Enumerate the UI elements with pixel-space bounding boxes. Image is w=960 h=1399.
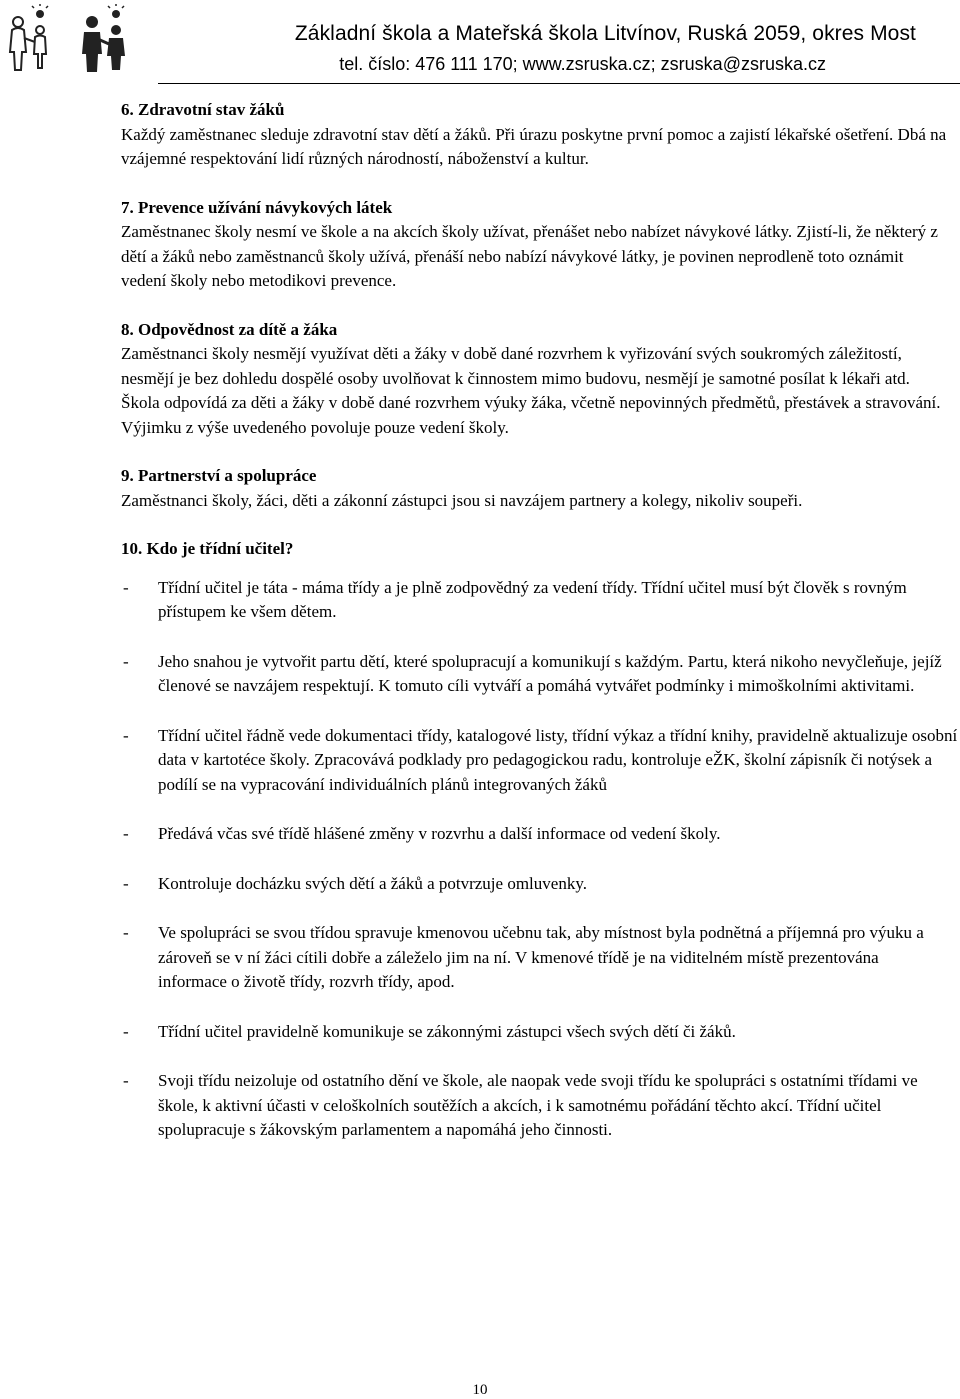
page-header xyxy=(0,0,960,86)
list-dash: - xyxy=(123,1021,129,1041)
list-item-text: Třídní učitel je táta - máma třídy a je plně zodpovědný za vedení třídy. Třídní učitel musí být člověk s rovným přístupem ke všem dětem. xyxy=(158,577,907,621)
section-text: Zaměstnanci školy nesmějí využívat děti a žáky v době dané rozvrhem k vyřizování svých soukromých záležitostí, nesmějí je bez dohledu dospělé osoby uvolňovat k činnostem mimo budovu, nesmějí je samotné posílat k lékaři atd. Škola odpovídá za děti a žáky v době dané rozvrhem výuky žáka, včetně nepovinných předmětů, přestávek a stravování. Výjimku z výše uvedeného povoluje pouze vedení školy. xyxy=(121,344,941,437)
list-item xyxy=(121,576,951,625)
list-item xyxy=(121,822,951,847)
section-partnership xyxy=(121,464,951,513)
list-item-text: Třídní učitel pravidelně komunikuje se zákonnými zástupci všech svých dětí či žáků. xyxy=(158,1021,736,1041)
list-dash: - xyxy=(123,651,129,671)
list-item-text: Jeho snahou je vytvořit partu dětí, které spolupracují a komunikují s každým. Partu, která nikoho nevyčleňuje, jejíž členové se navzájem respektují. K tomuto cíli vytváří a pomáhá vytvářet podmínky i mimoškolními aktivitami. xyxy=(158,651,942,695)
page-number: 10 xyxy=(472,1382,488,1398)
list-item xyxy=(121,1020,951,1045)
list-item xyxy=(121,650,951,699)
school-logo-icon xyxy=(4,4,154,76)
section-health xyxy=(121,98,951,172)
list-item-text: Kontroluje docházku svých dětí a žáků a potvrzuje omluvenky. xyxy=(158,873,587,893)
section-text: Zaměstnanec školy nesmí ve škole a na akcích školy užívat, přenášet nebo nabízet návykové látky. Zjistí-li, že některý z dětí a žáků nebo zaměstnanců školy užívá, přenáší nebo nabízí návykové látky, je povinen neprodleně toto oznámit vedení školy nebo metodikovi prevence. xyxy=(121,222,938,290)
class-teacher-duties-list xyxy=(121,576,958,1143)
section-text: Každý zaměstnanec sleduje zdravotní stav dětí a žáků. Při úrazu poskytne první pomoc a zajistí lékařské ošetření. Dbá na vzájemné respektování lidí různých národností, náboženství a kultur. xyxy=(121,124,947,168)
list-dash: - xyxy=(123,824,129,843)
list-dash: - xyxy=(123,923,129,942)
section-heading: 6. Zdravotní stav žáků xyxy=(121,100,285,119)
list-dash: - xyxy=(123,725,129,745)
section-text: Zaměstnanci školy, žáci, děti a zákonní zástupci jsou si navzájem partnery a kolegy, nikoliv soupeři. xyxy=(121,490,803,510)
section-heading: 8. Odpovědnost za dítě a žáka xyxy=(121,319,338,339)
list-item xyxy=(121,1069,951,1143)
school-name: Základní škola a Mateřská škola Litvínov, Ruská 2059, okres Most xyxy=(294,22,916,45)
section-class-teacher xyxy=(121,537,951,562)
list-item xyxy=(121,872,951,897)
list-item-text: Ve spolupráci se svou třídou spravuje kmenovou učebnu tak, aby místnost byla podnětná a příjemná pro výuku a zároveň se v ní žáci cítili dobře a záleželo jim na ní. V kmenové třídě je na viditelném místě prezentována informace o životě třídy, rozvrh třídy, apod. xyxy=(158,923,924,991)
header-divider xyxy=(158,83,960,84)
section-prevention xyxy=(121,196,951,294)
school-contact: tel. číslo: 476 111 170; www.zsruska.cz; zsruska@zsruska.cz xyxy=(339,54,826,74)
list-item-text: Svoji třídu neizoluje od ostatního dění ve škole, ale naopak vede svoji třídu ke spolupráci s ostatními třídami ve škole, k aktivní účasti v celoškolních soutěžích a akcích, i k samotnému pořádání těchto akcí. Třídní učitel spolupracuje s žákovským parlamentem a napomáhá jeho činnosti. xyxy=(158,1071,918,1139)
section-responsibility xyxy=(121,318,951,441)
list-dash: - xyxy=(123,1071,129,1090)
list-item xyxy=(121,724,960,798)
section-heading: 10. Kdo je třídní učitel? xyxy=(121,539,294,558)
document-body xyxy=(121,98,958,1168)
section-heading: 9. Partnerství a spolupráce xyxy=(121,466,317,485)
list-dash: - xyxy=(123,577,129,597)
list-dash: - xyxy=(123,873,129,893)
list-item-text: Předává včas své třídě hlášené změny v rozvrhu a další informace od vedení školy. xyxy=(158,824,721,843)
list-item xyxy=(121,921,951,995)
list-item-text: Třídní učitel řádně vede dokumentaci třídy, katalogové listy, třídní výkaz a třídní knihy, pravidelně aktualizuje osobní data v kartotéce školy. Zpracovává podklady pro pedagogickou radu, kontroluje eŽK, školní zápisník či notýsek a podílí se na vypracování individuálních plánů integrovaných žáků xyxy=(158,725,958,794)
section-heading: 7. Prevence užívání návykových látek xyxy=(121,197,393,217)
